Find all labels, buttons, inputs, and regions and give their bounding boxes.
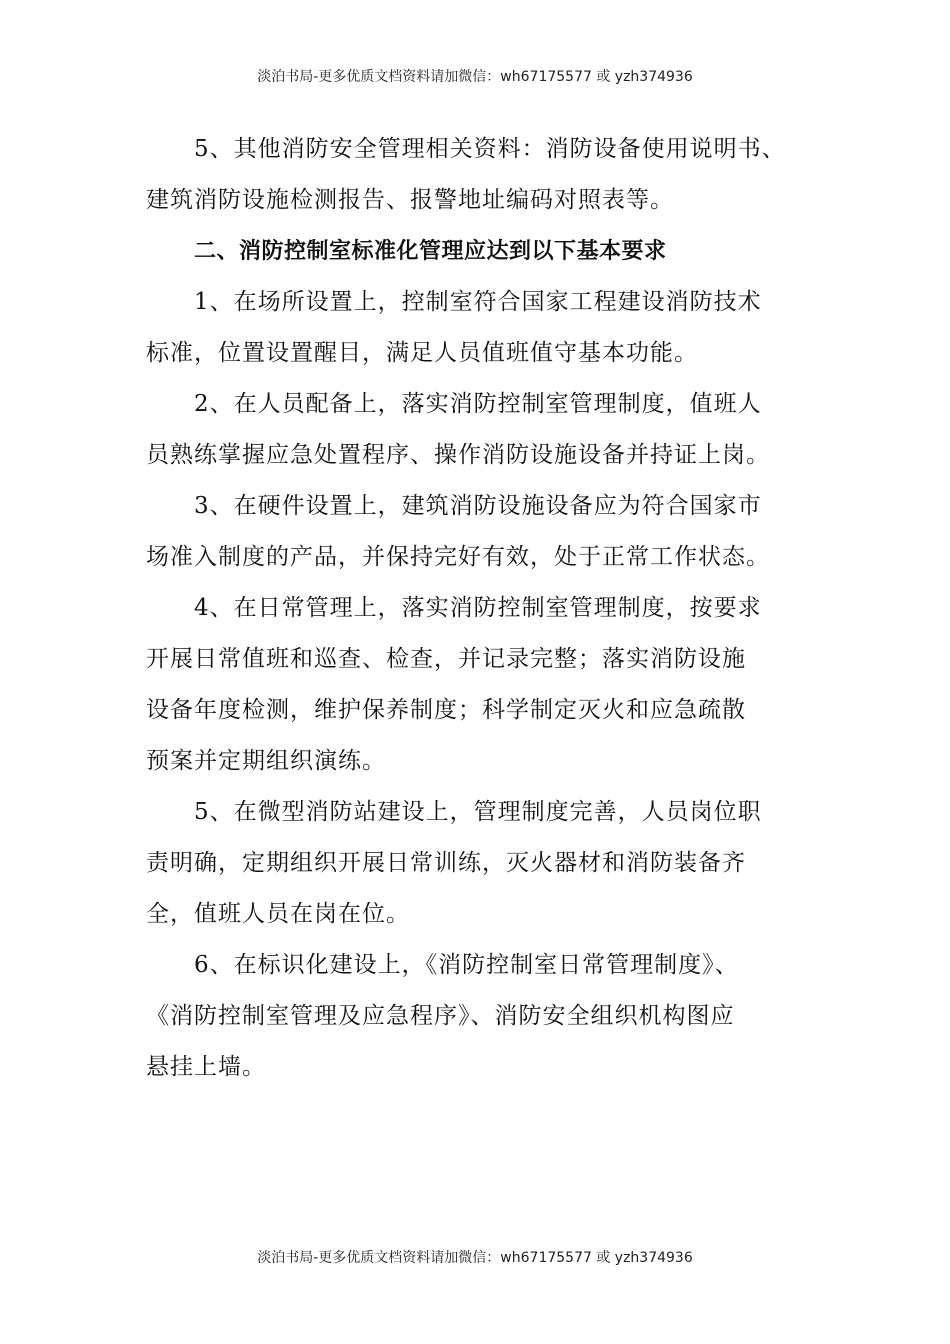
paragraph-line: 5、其他消防安全管理相关资料：消防设备使用说明书、	[194, 136, 786, 162]
paragraph-line: 设备年度检测，维护保养制度；科学制定灭火和应急疏散	[146, 697, 746, 723]
paragraph-line: 员熟练掌握应急处置程序、操作消防设施设备并持证上岗。	[146, 442, 770, 468]
paragraph-line: 标准，位置设置醒目，满足人员值班值守基本功能。	[146, 340, 698, 366]
paragraph-line: 责明确，定期组织开展日常训练，灭火器材和消防装备齐	[146, 850, 746, 876]
paragraph-line: 5、在微型消防站建设上，管理制度完善，人员岗位职	[194, 799, 762, 825]
document-body	[146, 124, 806, 1093]
paragraph-line: 开展日常值班和巡查、检查，并记录完整；落实消防设施	[146, 646, 746, 672]
paragraph-line: 场准入制度的产品，并保持完好有效，处于正常工作状态。	[146, 544, 770, 570]
paragraph-line: 1、在场所设置上，控制室符合国家工程建设消防技术	[194, 289, 762, 315]
paragraph-line: 建筑消防设施检测报告、报警地址编码对照表等。	[146, 187, 674, 213]
paragraph-line: 6、在标识化建设上，《消防控制室日常管理制度》、	[194, 952, 739, 978]
paragraph-line: 悬挂上墙。	[146, 1054, 266, 1080]
paragraph-line: 3、在硬件设置上，建筑消防设施设备应为符合国家市	[194, 493, 762, 519]
paragraph-line: 预案并定期组织演练。	[146, 748, 386, 774]
page-header-watermark: 淡泊书局-更多优质文档资料请加微信：wh67175577 或 yzh374936	[257, 69, 693, 85]
paragraph-line: 4、在日常管理上，落实消防控制室管理制度，按要求	[194, 595, 762, 621]
paragraph-line: 2、在人员配备上，落实消防控制室管理制度，值班人	[194, 391, 762, 417]
section-heading: 二、消防控制室标准化管理应达到以下基本要求	[194, 239, 667, 264]
page-footer-watermark: 淡泊书局-更多优质文档资料请加微信：wh67175577 或 yzh374936	[257, 1250, 693, 1266]
paragraph-line: 《消防控制室管理及应急程序》、消防安全组织机构图应	[146, 1003, 735, 1029]
paragraph-line: 全，值班人员在岗在位。	[146, 901, 410, 927]
